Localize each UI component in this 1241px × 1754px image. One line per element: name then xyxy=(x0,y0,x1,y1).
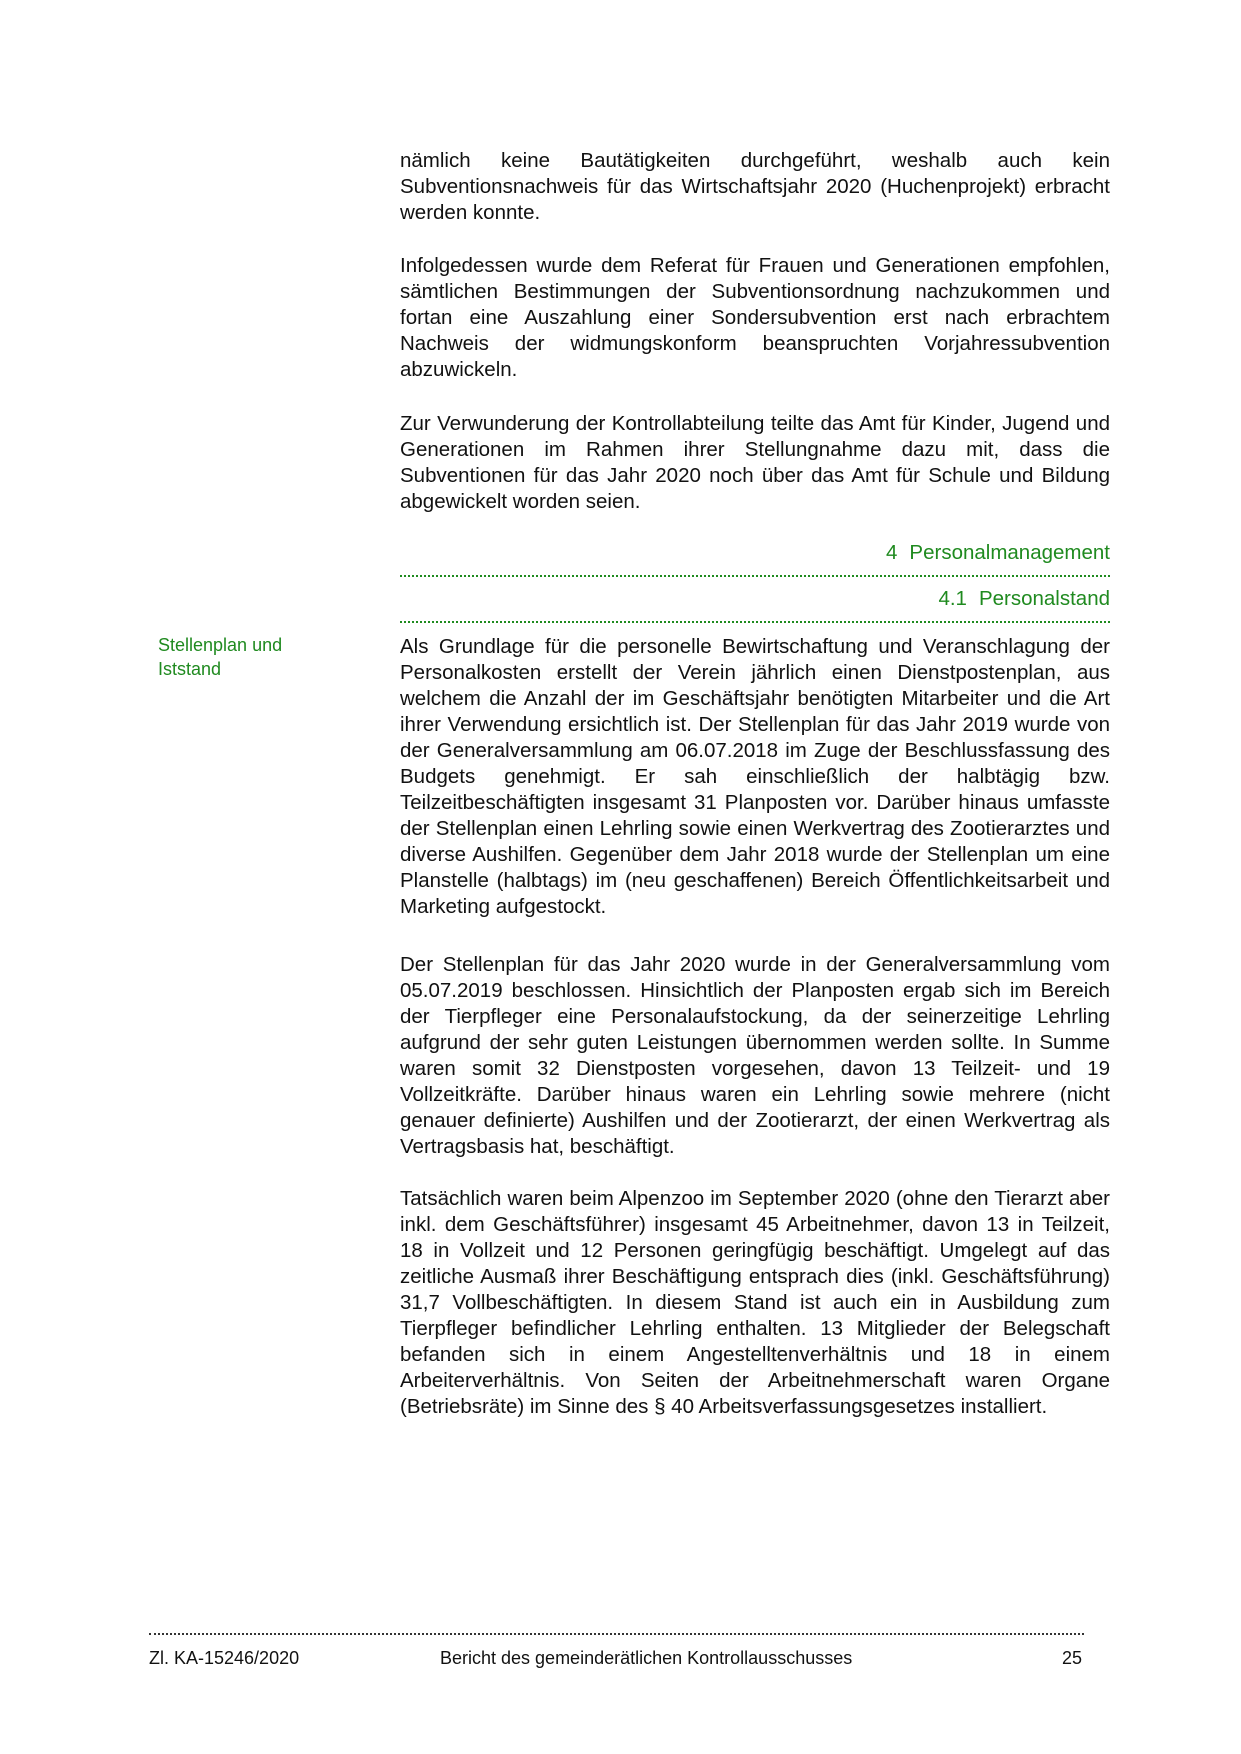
body-paragraph: Tatsächlich waren beim Alpenzoo im September 2020 (ohne den Tierarzt aber inkl. dem Geschäftsführer) insgesamt 45 Arbeitnehmer, davon 13 in Teilzeit, 18 in Vollzeit und 12 Personen geringfügig beschäftigt. Umgelegt auf das zeitliche Ausmaß ihrer Beschäftigung entsprach dies (inkl. Geschäftsführung) 31,7 Vollbeschäftigten. In diesem Stand ist auch ein in Ausbildung zum Tierpfleger befindlicher Lehrling enthalten. 13 Mitglieder der Belegschaft befanden sich in einem Angestelltenverhältnis und 18 in einem Arbeiterverhältnis. Von Seiten der Arbeitnehmerschaft waren Organe (Betriebsräte) im Sinne des § 40 Arbeitsverfassungsgesetzes installiert. xyxy=(400,1187,1110,1418)
footer-divider xyxy=(149,1633,1084,1635)
paragraph-stellenplan-2020 xyxy=(400,952,1110,1160)
body-paragraph: Der Stellenplan für das Jahr 2020 wurde in der Generalversammlung vom 05.07.2019 beschlossen. Hinsichtlich der Planposten ergab sich im Bereich der Tierpfleger eine Personalaufstockung, da der seinerzeitige Lehrling aufgrund der sehr guten Leistungen übernommen werden sollte. In Summe waren somit 32 Dienstposten vorgesehen, davon 13 Teilzeit- und 19 Vollzeitkräfte. Darüber hinaus waren ein Lehrling sowie mehrere (nicht genauer definierte) Aushilfen und der Zootierarzt, der einen Werkvertrag als Vertragsbasis hat, beschäftigt. xyxy=(400,953,1110,1158)
section-number: 4 xyxy=(886,541,898,564)
body-paragraph: Zur Verwunderung der Kontrollabteilung teilte das Amt für Kinder, Jugend und Generationen im Rahmen ihrer Stellungnahme dazu mit, dass die Subventionen für das Jahr 2020 noch über das Amt für Schule und Bildung abgewickelt worden seien. xyxy=(400,412,1110,513)
body-paragraph: nämlich keine Bautätigkeiten durchgeführt, weshalb auch kein Subventionsnachweis für das Wirtschaftsjahr 2020 (Huchenprojekt) erbracht werden konnte. xyxy=(400,149,1110,224)
page-number: 25 xyxy=(1062,1648,1083,1668)
paragraph-continuation xyxy=(400,148,1110,226)
body-paragraph: Als Grundlage für die personelle Bewirtschaftung und Veranschlagung der Personalkosten erstellt der Verein jährlich einen Dienstpostenplan, aus welchem die Anzahl der im Geschäftsjahr benötigten Mitarbeiter und die Art ihrer Verwendung ersichtlich ist. Der Stellenplan für das Jahr 2019 wurde von der Generalversammlung am 06.07.2018 im Zuge der Beschlussfassung des Budgets genehmigt. Er sah einschließlich der halbtägig bzw. Teilzeitbeschäftigten insgesamt 31 Planposten vor. Darüber hinaus umfasste der Stellenplan einen Lehrling sowie einen Werkvertrag des Zootierarztes und diverse Aushilfen. Gegenüber dem Jahr 2018 wurde der Stellenplan um eine Planstelle (halbtags) im (neu geschaffenen) Bereich Öffentlichkeitsarbeit und Marketing aufgestockt. xyxy=(400,635,1110,918)
paragraph-stellenplan-2019 xyxy=(400,634,1110,920)
paragraph-iststand xyxy=(400,1186,1110,1420)
section-title: Personalmanagement xyxy=(909,541,1110,564)
subsection-number: 4.1 xyxy=(938,587,967,610)
body-paragraph: Infolgedessen wurde dem Referat für Frauen und Generationen empfohlen, sämtlichen Bestimmungen der Subventionsordnung nachzukommen und fortan eine Auszahlung einer Sondersubvention erst nach erbrachtem Nachweis der widmungskonform beanspruchten Vorjahressubvention abzuwickeln. xyxy=(400,254,1110,381)
margin-note-line: Iststand xyxy=(158,659,222,679)
margin-note xyxy=(158,633,358,681)
section-heading-4-1 xyxy=(400,586,1110,623)
paragraph-recommendation xyxy=(400,253,1110,383)
section-heading-4 xyxy=(400,540,1110,577)
paragraph-statement xyxy=(400,411,1110,515)
footer-reference: Zl. KA-15246/2020 xyxy=(149,1648,300,1668)
subsection-title: Personalstand xyxy=(978,587,1110,610)
footer-title: Bericht des gemeinderätlichen Kontrollausschusses xyxy=(440,1648,853,1668)
margin-note-line: Stellenplan und xyxy=(158,635,283,655)
